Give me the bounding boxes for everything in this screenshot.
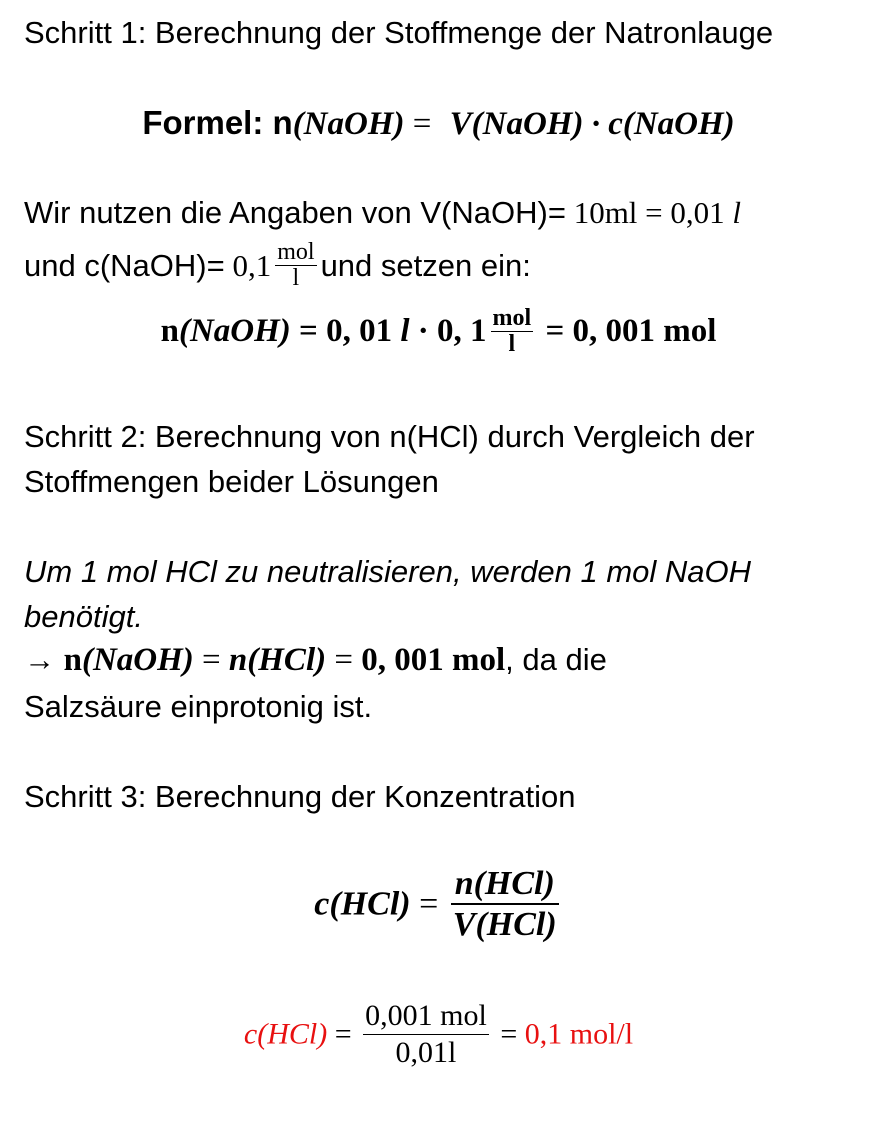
calc-mid: = 0, 01 <box>290 313 401 350</box>
arrow-icon: → <box>24 642 64 677</box>
step1-formula <box>0 104 877 143</box>
step3-calc-num <box>363 998 489 1035</box>
step2-equation <box>24 641 607 681</box>
step2-conclusion-line2: Salzsäure einprotonig ist. <box>24 689 373 724</box>
step2-heading-line2: Stoffmengen beider Lösungen <box>24 464 439 499</box>
step3-calc-eq1: = <box>327 1017 360 1051</box>
given-fraction-den: l <box>292 265 300 292</box>
step3-calc-result: 0,1 mol/l <box>524 1017 634 1051</box>
eq-mid: = <box>193 642 229 678</box>
eq-n: n <box>63 642 82 678</box>
step3-calculation <box>0 998 877 1071</box>
eq-suffix: , da die <box>505 642 607 677</box>
calc-arg: (NaOH) <box>178 313 291 350</box>
step3-calc-den: 0,01l <box>395 1036 457 1069</box>
calc-l: l <box>400 313 410 350</box>
calc-fraction <box>491 306 534 357</box>
given-line1-text: Wir nutzen die Angaben von V(NaOH)= <box>24 195 566 230</box>
step3-formula-num: n(HCl) <box>451 864 559 905</box>
step3-calc-fraction <box>363 998 489 1071</box>
given-line2-math: 0,1 <box>224 248 272 284</box>
step3-calc-lhs: c(HCl) <box>243 1017 328 1051</box>
calc-fraction-den: l <box>508 331 516 358</box>
step3-formula-den: V(HCl) <box>452 906 557 944</box>
step1-calculation <box>0 306 877 357</box>
formula-rhs: V(NaOH) · c(NaOH) <box>449 106 735 142</box>
step2-note-line2: benötigt. <box>24 599 143 634</box>
step3-heading: Schritt 3: Berechnung der Konzentration <box>24 779 576 814</box>
step1-given-line1 <box>24 194 741 231</box>
given-line1-math: 10ml = 0,01 <box>565 195 733 230</box>
step3-formula-lhs: c(HCl) <box>314 885 411 923</box>
eq-value: 0, 001 mol <box>361 642 506 678</box>
calc-mult: · 0, 1 <box>409 313 487 350</box>
given-line2-text-b: und setzen ein: <box>320 248 531 284</box>
eq-eq: = <box>326 642 362 678</box>
given-line1-unit: l <box>732 195 742 230</box>
formula-eq: = <box>404 106 440 142</box>
step3-formula <box>0 864 877 944</box>
given-line2-text-a: und c(NaOH)= <box>24 248 225 284</box>
step3-formula-fraction <box>451 864 559 944</box>
step3-calc-eq2: = <box>492 1017 525 1051</box>
calc-n: n <box>160 313 179 350</box>
step3-formula-eq: = <box>410 885 447 923</box>
formula-label: Formel: <box>142 104 264 141</box>
given-fraction-num: mol <box>277 239 315 265</box>
calc-num-value: 0,001 mol <box>365 999 487 1032</box>
formula-lhs-arg: (NaOH) <box>292 106 405 142</box>
eq-arg1: (NaOH) <box>81 642 194 678</box>
calc-result: = 0, 001 mol <box>537 313 717 350</box>
step1-heading: Schritt 1: Berechnung der Stoffmenge der Natronlauge <box>24 15 774 50</box>
step1-given-line2 <box>24 240 531 291</box>
step2-heading-line1: Schritt 2: Berechnung von n(HCl) durch Vergleich der <box>24 419 755 454</box>
given-fraction <box>275 240 316 291</box>
formula-n: n <box>272 104 293 141</box>
step2-note-line1: Um 1 mol HCl zu neutralisieren, werden 1 mol NaOH <box>24 554 752 589</box>
eq-arg2: n(HCl) <box>228 642 327 678</box>
calc-fraction-num: mol <box>492 305 532 331</box>
